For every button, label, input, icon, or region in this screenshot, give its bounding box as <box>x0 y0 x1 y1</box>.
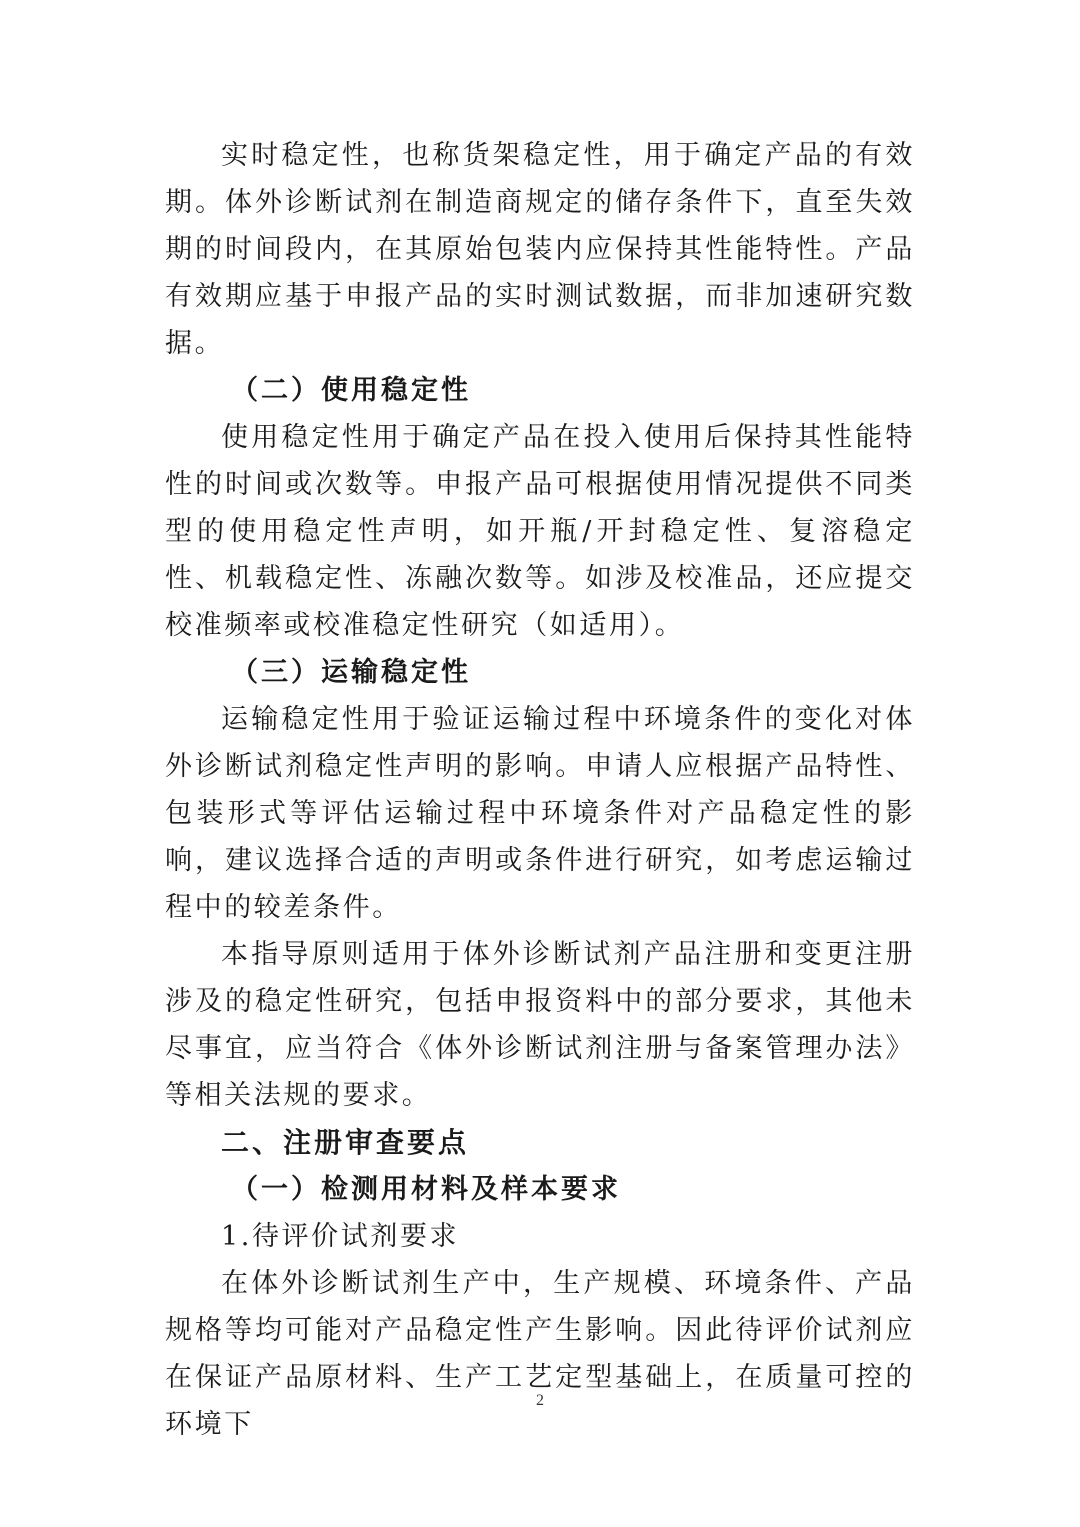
paragraph-real-time-stability: 实时稳定性，也称货架稳定性，用于确定产品的有效期。体外诊断试剂在制造商规定的储存条件下，直至失效期的时间段内，在其原始包装内应保持其性能特性。产品有效期应基于申报产品的实时测试数据，而非加速研究数据。 <box>165 140 915 359</box>
page-content <box>165 132 915 1448</box>
heading-transport-stability: （三）运输稳定性 <box>231 657 471 688</box>
page-number: 2 <box>536 1392 544 1409</box>
heading-test-materials: （一）检测用材料及样本要求 <box>231 1174 621 1205</box>
paragraph-reagent-requirements: 在体外诊断试剂生产中，生产规模、环境条件、产品规格等均可能对产品稳定性产生影响。因此待评价试剂应在保证产品原材料、生产工艺定型基础上，在质量可控的环境下 <box>165 1268 915 1440</box>
item-title-reagent-requirements: 1.待评价试剂要求 <box>221 1221 460 1252</box>
paragraph-transport-stability: 运输稳定性用于验证运输过程中环境条件的变化对体外诊断试剂稳定性声明的影响。申请人应根据产品特性、包装形式等评估运输过程中环境条件对产品稳定性的影响，建议选择合适的声明或条件进行研究，如考虑运输过程中的较差条件。 <box>165 704 915 923</box>
heading-registration-review-points: 二、注册审查要点 <box>221 1126 470 1159</box>
paragraph-use-stability: 使用稳定性用于确定产品在投入使用后保持其性能特性的时间或次数等。申报产品可根据使用情况提供不同类型的使用稳定性声明，如开瓶/开封稳定性、复溶稳定性、机载稳定性、冻融次数等。如涉及校准品，还应提交校准频率或校准稳定性研究（如适用）。 <box>165 422 915 641</box>
heading-use-stability: （二）使用稳定性 <box>231 375 471 406</box>
paragraph-scope: 本指导原则适用于体外诊断试剂产品注册和变更注册涉及的稳定性研究，包括申报资料中的部分要求，其他未尽事宜，应当符合《体外诊断试剂注册与备案管理办法》等相关法规的要求。 <box>165 939 915 1111</box>
